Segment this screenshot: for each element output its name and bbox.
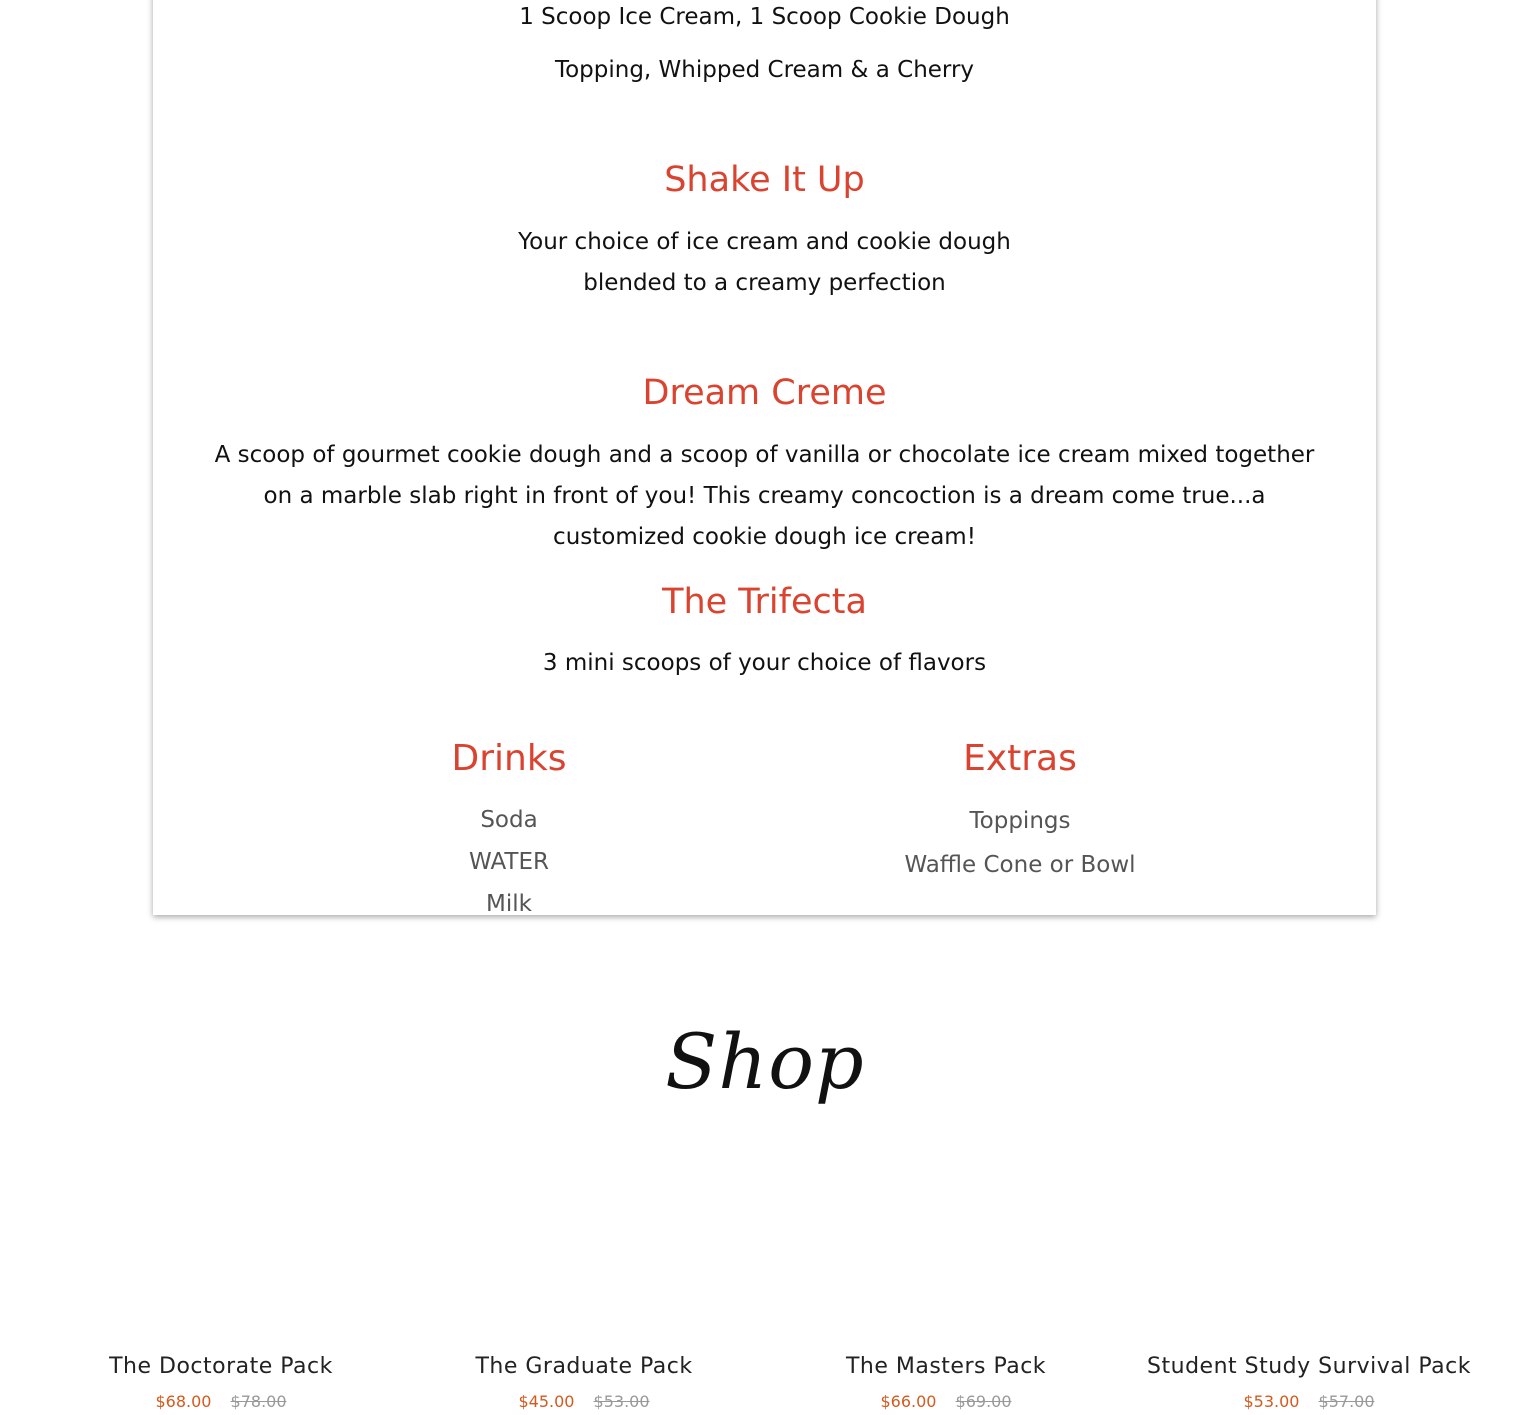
section-description-line: on a marble slab right in front of you! This creamy concoction is a dream come true...a — [263, 483, 1266, 509]
menu-intro-line: 1 Scoop Ice Cream, 1 Scoop Cookie Dough — [519, 4, 1010, 30]
product-prices — [41, 1390, 401, 1414]
section-title-shake-it-up: Shake It Up — [664, 160, 865, 200]
product-card[interactable] — [404, 1350, 764, 1414]
product-name[interactable]: Student Study Survival Pack — [1147, 1354, 1471, 1379]
extras-item: Toppings — [969, 808, 1071, 834]
drinks-column — [309, 737, 709, 925]
product-sale-price: $53.00 — [1243, 1392, 1300, 1411]
drinks-item: Milk — [486, 891, 532, 917]
product-regular-price: $57.00 — [1318, 1392, 1375, 1411]
product-regular-price: $53.00 — [593, 1392, 650, 1411]
section-description-line: 3 mini scoops of your choice of flavors — [542, 650, 987, 676]
product-card[interactable] — [41, 1350, 401, 1414]
extras-title: Extras — [963, 738, 1077, 779]
product-sale-price: $68.00 — [155, 1392, 212, 1411]
shop-title: Shop — [665, 1017, 865, 1106]
product-name[interactable]: The Doctorate Pack — [109, 1354, 333, 1379]
extras-column — [820, 737, 1220, 887]
extras-item: Waffle Cone or Bowl — [904, 852, 1136, 878]
product-sale-price: $45.00 — [518, 1392, 575, 1411]
product-name[interactable]: The Graduate Pack — [475, 1354, 693, 1379]
section-title-the-trifecta: The Trifecta — [662, 582, 867, 622]
product-regular-price: $78.00 — [230, 1392, 287, 1411]
section-description-line: A scoop of gourmet cookie dough and a scoop of vanilla or chocolate ice cream mixed together — [214, 442, 1315, 468]
drinks-item: Soda — [480, 807, 538, 833]
section-description-line: customized cookie dough ice cream! — [553, 524, 976, 550]
product-regular-price: $69.00 — [955, 1392, 1012, 1411]
drinks-item: WATER — [469, 849, 549, 875]
drinks-title: Drinks — [451, 738, 567, 779]
product-prices — [404, 1390, 764, 1414]
section-description-line: blended to a creamy perfection — [583, 270, 946, 296]
section-title-dream-creme: Dream Creme — [642, 373, 887, 413]
product-prices — [1129, 1390, 1489, 1414]
product-card[interactable] — [1129, 1350, 1489, 1414]
product-prices — [766, 1390, 1126, 1414]
product-name[interactable]: The Masters Pack — [845, 1354, 1047, 1379]
menu-card — [153, 0, 1376, 915]
menu-intro-line: Topping, Whipped Cream & a Cherry — [554, 57, 975, 83]
product-card[interactable] — [766, 1350, 1126, 1414]
product-sale-price: $66.00 — [880, 1392, 937, 1411]
section-description-line: Your choice of ice cream and cookie dough — [518, 229, 1011, 255]
